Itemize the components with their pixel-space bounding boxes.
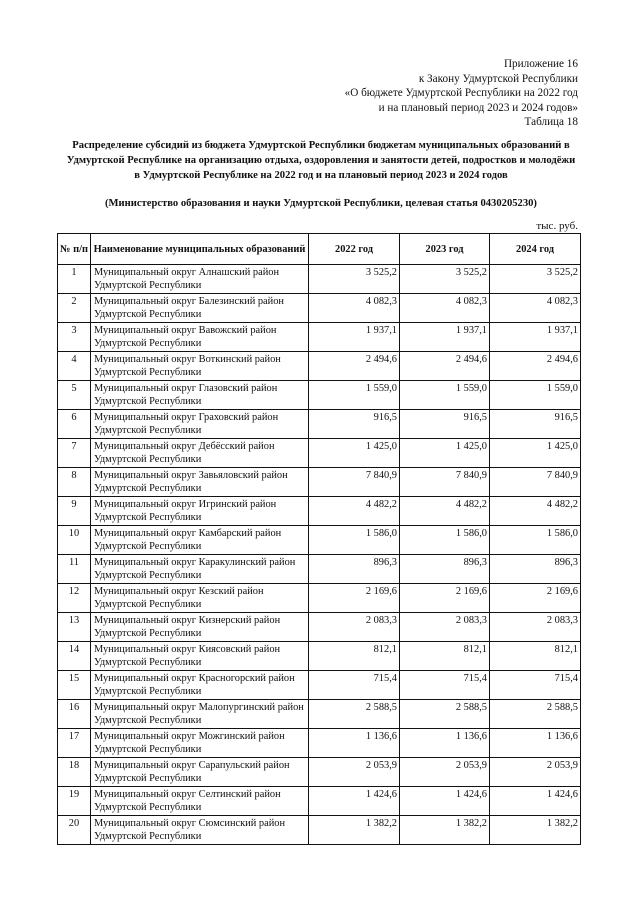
- value-2022: 812,1: [309, 642, 400, 671]
- value-2024: 4 482,2: [490, 497, 581, 526]
- value-2023: 1 425,0: [400, 439, 490, 468]
- appendix-line: Приложение 16: [503, 58, 578, 70]
- municipality-name: Муниципальный округ Каракулинский район Удмуртской Республики: [91, 555, 309, 584]
- row-number: 17: [58, 729, 91, 758]
- appendix-line: «О бюджете Удмуртской Республики на 2022 год: [344, 87, 578, 100]
- table-row: [58, 671, 581, 700]
- row-number: 8: [58, 468, 91, 497]
- table-row: [58, 584, 581, 613]
- value-2023: 2 053,9: [400, 758, 490, 787]
- value-2024: 4 082,3: [490, 294, 581, 323]
- table-row: [58, 439, 581, 468]
- value-2023: 1 424,6: [400, 787, 490, 816]
- table-row: [58, 758, 581, 787]
- value-2023: 896,3: [400, 555, 490, 584]
- table-row: [58, 787, 581, 816]
- header-2022: 2022 год: [309, 234, 400, 265]
- table-row: [58, 381, 581, 410]
- header-num: № п/п: [58, 234, 91, 265]
- value-2023: 3 525,2: [400, 265, 490, 294]
- value-2024: 812,1: [490, 642, 581, 671]
- municipality-name: Муниципальный округ Глазовский район Удмуртской Республики: [91, 381, 309, 410]
- table-row: [58, 294, 581, 323]
- value-2022: 896,3: [309, 555, 400, 584]
- value-2022: 2 494,6: [309, 352, 400, 381]
- table-row: [58, 468, 581, 497]
- value-2024: 1 424,6: [490, 787, 581, 816]
- appendix-line: и на плановый период 2023 и 2024 годов»: [378, 101, 578, 114]
- row-number: 19: [58, 787, 91, 816]
- row-number: 16: [58, 700, 91, 729]
- value-2022: 3 525,2: [309, 265, 400, 294]
- value-2023: 2 169,6: [400, 584, 490, 613]
- value-2023: 812,1: [400, 642, 490, 671]
- row-number: 10: [58, 526, 91, 555]
- row-number: 3: [58, 323, 91, 352]
- municipality-name: Муниципальный округ Селтинский район Удмуртской Республики: [91, 787, 309, 816]
- value-2024: 2 169,6: [490, 584, 581, 613]
- table-row: [58, 323, 581, 352]
- municipality-name: Муниципальный округ Камбарский район Удмуртской Республики: [91, 526, 309, 555]
- appendix-header: [345, 57, 578, 130]
- value-2022: 7 840,9: [309, 468, 400, 497]
- table-row: [58, 497, 581, 526]
- table-row: [58, 410, 581, 439]
- table-row: [58, 729, 581, 758]
- municipality-name: Муниципальный округ Сюмсинский район Удмуртской Республики: [91, 816, 309, 845]
- table-row: [58, 265, 581, 294]
- value-2024: 715,4: [490, 671, 581, 700]
- municipality-name: Муниципальный округ Можгинский район Удмуртской Республики: [91, 729, 309, 758]
- value-2022: 916,5: [309, 410, 400, 439]
- row-number: 4: [58, 352, 91, 381]
- value-2024: 1 559,0: [490, 381, 581, 410]
- municipality-name: Муниципальный округ Дебёсский район Удмуртской Республики: [91, 439, 309, 468]
- title-line: Удмуртской Республике на организацию отдыха, оздоровления и занятости детей, подростков и молодёжи: [66, 154, 576, 166]
- unit-label: тыс. руб.: [536, 220, 578, 232]
- municipality-name: Муниципальный округ Кезский район Удмуртской Республики: [91, 584, 309, 613]
- subsidy-table: [57, 233, 581, 845]
- table-row: [58, 642, 581, 671]
- value-2024: 2 053,9: [490, 758, 581, 787]
- value-2023: 1 586,0: [400, 526, 490, 555]
- row-number: 1: [58, 265, 91, 294]
- value-2023: 2 588,5: [400, 700, 490, 729]
- value-2023: 916,5: [400, 410, 490, 439]
- value-2024: 3 525,2: [490, 265, 581, 294]
- row-number: 6: [58, 410, 91, 439]
- value-2024: 1 937,1: [490, 323, 581, 352]
- value-2022: 2 053,9: [309, 758, 400, 787]
- municipality-name: Муниципальный округ Игринский район Удмуртской Республики: [91, 497, 309, 526]
- header-2023: 2023 год: [400, 234, 490, 265]
- value-2024: 896,3: [490, 555, 581, 584]
- table-row: [58, 613, 581, 642]
- value-2022: 4 482,2: [309, 497, 400, 526]
- value-2024: 1 586,0: [490, 526, 581, 555]
- value-2022: 1 559,0: [309, 381, 400, 410]
- table-row: [58, 352, 581, 381]
- value-2022: 1 937,1: [309, 323, 400, 352]
- row-number: 14: [58, 642, 91, 671]
- value-2024: 1 136,6: [490, 729, 581, 758]
- value-2024: 2 494,6: [490, 352, 581, 381]
- table-row: [58, 555, 581, 584]
- municipality-name: Муниципальный округ Красногорский район Удмуртской Республики: [91, 671, 309, 700]
- municipality-name: Муниципальный округ Балезинский район Удмуртской Республики: [91, 294, 309, 323]
- row-number: 7: [58, 439, 91, 468]
- value-2022: 715,4: [309, 671, 400, 700]
- value-2023: 1 937,1: [400, 323, 490, 352]
- municipality-name: Муниципальный округ Алнашский район Удмуртской Республики: [91, 265, 309, 294]
- value-2024: 2 083,3: [490, 613, 581, 642]
- appendix-line: к Закону Удмуртской Республики: [418, 72, 578, 85]
- value-2022: 1 136,6: [309, 729, 400, 758]
- header-name: Наименование муниципальных образований: [91, 234, 309, 265]
- ministry-subtitle: (Министерство образования и науки Удмуртской Республики, целевая статья 0430205230): [105, 198, 537, 209]
- value-2022: 2 169,6: [309, 584, 400, 613]
- header-2024: 2024 год: [490, 234, 581, 265]
- value-2022: 2 083,3: [309, 613, 400, 642]
- value-2023: 4 082,3: [400, 294, 490, 323]
- value-2023: 1 136,6: [400, 729, 490, 758]
- municipality-name: Муниципальный округ Вавожский район Удмуртской Республики: [91, 323, 309, 352]
- value-2022: 2 588,5: [309, 700, 400, 729]
- value-2024: 1 425,0: [490, 439, 581, 468]
- municipality-name: Муниципальный округ Воткинский район Удмуртской Республики: [91, 352, 309, 381]
- row-number: 5: [58, 381, 91, 410]
- row-number: 2: [58, 294, 91, 323]
- value-2022: 1 424,6: [309, 787, 400, 816]
- table-row: [58, 526, 581, 555]
- table-header-row: [58, 234, 581, 265]
- value-2023: 1 382,2: [400, 816, 490, 845]
- municipality-name: Муниципальный округ Граховский район Удмуртской Республики: [91, 410, 309, 439]
- title-line: Распределение субсидий из бюджета Удмуртской Республики бюджетам муниципальных образований в: [72, 140, 570, 151]
- value-2023: 2 083,3: [400, 613, 490, 642]
- value-2023: 2 494,6: [400, 352, 490, 381]
- municipality-name: Муниципальный округ Сарапульский район Удмуртской Республики: [91, 758, 309, 787]
- table-row: [58, 816, 581, 845]
- row-number: 9: [58, 497, 91, 526]
- value-2024: 2 588,5: [490, 700, 581, 729]
- document-title: [56, 139, 586, 183]
- row-number: 13: [58, 613, 91, 642]
- row-number: 18: [58, 758, 91, 787]
- row-number: 12: [58, 584, 91, 613]
- value-2022: 4 082,3: [309, 294, 400, 323]
- value-2022: 1 586,0: [309, 526, 400, 555]
- title-line: в Удмуртской Республике на 2022 год и на плановый период 2023 и 2024 годов: [134, 169, 508, 181]
- table-number: Таблица 18: [524, 116, 578, 129]
- value-2024: 916,5: [490, 410, 581, 439]
- value-2024: 1 382,2: [490, 816, 581, 845]
- value-2024: 7 840,9: [490, 468, 581, 497]
- value-2023: 1 559,0: [400, 381, 490, 410]
- row-number: 15: [58, 671, 91, 700]
- municipality-name: Муниципальный округ Малопургинский район Удмуртской Республики: [91, 700, 309, 729]
- municipality-name: Муниципальный округ Киясовский район Удмуртской Республики: [91, 642, 309, 671]
- value-2022: 1 382,2: [309, 816, 400, 845]
- value-2023: 7 840,9: [400, 468, 490, 497]
- row-number: 20: [58, 816, 91, 845]
- value-2023: 4 482,2: [400, 497, 490, 526]
- table-row: [58, 700, 581, 729]
- value-2022: 1 425,0: [309, 439, 400, 468]
- value-2023: 715,4: [400, 671, 490, 700]
- municipality-name: Муниципальный округ Кизнерский район Удмуртской Республики: [91, 613, 309, 642]
- row-number: 11: [58, 555, 91, 584]
- municipality-name: Муниципальный округ Завьяловский район Удмуртской Республики: [91, 468, 309, 497]
